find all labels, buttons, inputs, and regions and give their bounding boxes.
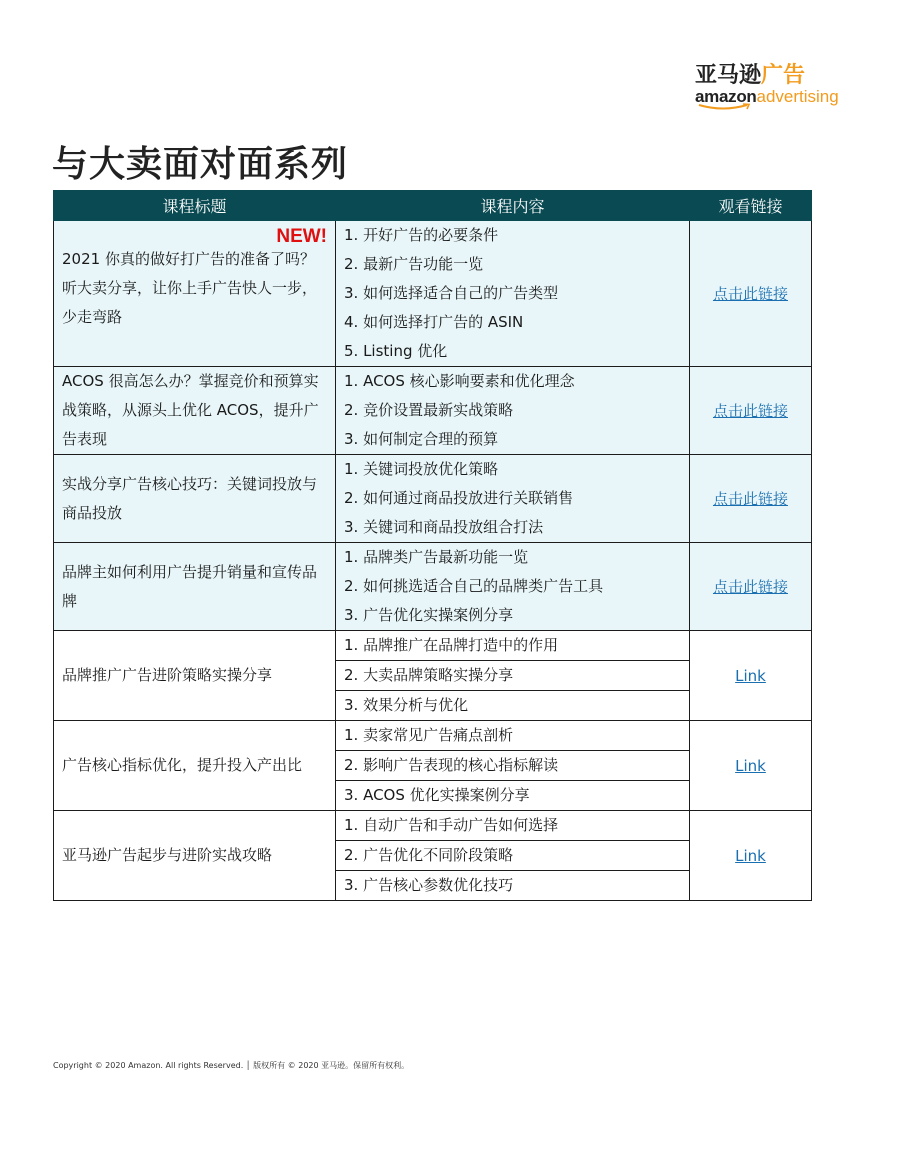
course-title-cell <box>54 455 336 543</box>
content-item: 4. 如何选择打广告的 ASIN <box>344 313 524 331</box>
link-cell <box>690 543 812 631</box>
course-title: 品牌推广广告进阶策略实操分享 <box>62 666 273 684</box>
course-title: 实战分享广告核心技巧：关键词投放与商品投放 <box>62 474 318 522</box>
new-badge: NEW! <box>276 226 327 247</box>
course-title: 2021 你真的做好打广告的准备了吗？听大卖分享，让你上手广告快人一步，少走弯路 <box>62 250 318 326</box>
course-content-cell <box>336 543 690 631</box>
content-item: 2. 如何挑选适合自己的品牌类广告工具 <box>344 577 604 595</box>
course-table <box>53 190 812 901</box>
header-watch-link: 观看链接 <box>690 191 812 221</box>
watch-link[interactable]: Link <box>735 756 766 775</box>
content-item: 3. 广告核心参数优化技巧 <box>336 870 689 900</box>
watch-link[interactable]: 点击此链接 <box>712 285 788 303</box>
table-row <box>54 455 812 543</box>
table-row <box>54 721 812 811</box>
watch-link[interactable]: 点击此链接 <box>712 490 788 508</box>
course-content-cell <box>336 367 690 455</box>
course-content-cell <box>336 721 690 811</box>
content-item: 2. 如何通过商品投放进行关联销售 <box>344 489 574 507</box>
content-item: 2. 影响广告表现的核心指标解读 <box>336 750 689 780</box>
header-course-content: 课程内容 <box>336 191 690 221</box>
table-row <box>54 543 812 631</box>
link-cell <box>690 455 812 543</box>
link-cell <box>690 631 812 721</box>
course-content-cell <box>336 811 690 901</box>
course-content-cell <box>336 631 690 721</box>
amazon-smile-icon <box>697 103 753 111</box>
course-title-cell <box>54 543 336 631</box>
amazon-advertising-logo <box>695 64 845 106</box>
link-cell <box>690 221 812 367</box>
content-item: 2. 最新广告功能一览 <box>344 255 484 273</box>
table-row <box>54 631 812 721</box>
course-title-cell <box>54 811 336 901</box>
content-item: 1. ACOS 核心影响要素和优化理念 <box>344 372 575 390</box>
content-item: 3. 效果分析与优化 <box>336 690 689 720</box>
course-title-cell <box>54 721 336 811</box>
content-item: 1. 品牌类广告最新功能一览 <box>344 548 529 566</box>
content-item: 2. 竞价设置最新实战策略 <box>344 401 514 419</box>
link-cell <box>690 367 812 455</box>
course-title: ACOS 很高怎么办？掌握竞价和预算实战策略，从源头上优化 ACOS，提升广告表现 <box>62 372 319 448</box>
course-title-cell <box>54 367 336 455</box>
table-row <box>54 811 812 901</box>
course-title: 品牌主如何利用广告提升销量和宣传品牌 <box>62 562 318 610</box>
course-title: 亚马逊广告起步与进阶实战攻略 <box>62 846 273 864</box>
content-item: 2. 广告优化不同阶段策略 <box>336 840 689 870</box>
course-title: 广告核心指标优化，提升投入产出比 <box>62 756 303 774</box>
watch-link[interactable]: Link <box>735 666 766 685</box>
table-row <box>54 367 812 455</box>
watch-link[interactable]: 点击此链接 <box>712 402 788 420</box>
course-content-cell <box>336 455 690 543</box>
course-title-cell <box>54 631 336 721</box>
header-course-title: 课程标题 <box>54 191 336 221</box>
page-title: 与大卖面对面系列 <box>52 144 349 185</box>
content-item: 1. 自动广告和手动广告如何选择 <box>344 816 559 834</box>
content-item: 3. 如何制定合理的预算 <box>344 430 499 448</box>
logo-english <box>695 88 845 106</box>
logo-cn-dark: 亚马逊 <box>695 63 762 88</box>
logo-chinese <box>695 64 845 88</box>
copyright-footer: Copyright © 2020 Amazon. All rights Reserved. │ 版权所有 © 2020 亚马逊。保留所有权利。 <box>53 1061 410 1070</box>
logo-en-orange: advertising <box>756 87 839 106</box>
link-cell <box>690 721 812 811</box>
table-row <box>54 221 812 367</box>
link-cell <box>690 811 812 901</box>
table-header-row <box>54 191 812 221</box>
content-item: 5. Listing 优化 <box>344 342 448 360</box>
content-item: 3. 关键词和商品投放组合打法 <box>344 518 544 536</box>
content-item: 1. 开好广告的必要条件 <box>344 226 499 244</box>
course-title-cell <box>54 221 336 367</box>
logo-en-dark: amazon <box>695 87 757 106</box>
watch-link[interactable]: 点击此链接 <box>712 578 788 596</box>
content-item: 2. 大卖品牌策略实操分享 <box>336 660 689 690</box>
content-item: 1. 品牌推广在品牌打造中的作用 <box>344 636 559 654</box>
watch-link[interactable]: Link <box>735 846 766 865</box>
logo-cn-orange: 广告 <box>761 63 806 88</box>
content-item: 3. 广告优化实操案例分享 <box>344 606 514 624</box>
content-item: 3. 如何选择适合自己的广告类型 <box>344 284 559 302</box>
content-item: 3. ACOS 优化实操案例分享 <box>336 780 689 810</box>
content-item: 1. 卖家常见广告痛点剖析 <box>344 726 514 744</box>
course-content-cell <box>336 221 690 367</box>
content-item: 1. 关键词投放优化策略 <box>344 460 499 478</box>
